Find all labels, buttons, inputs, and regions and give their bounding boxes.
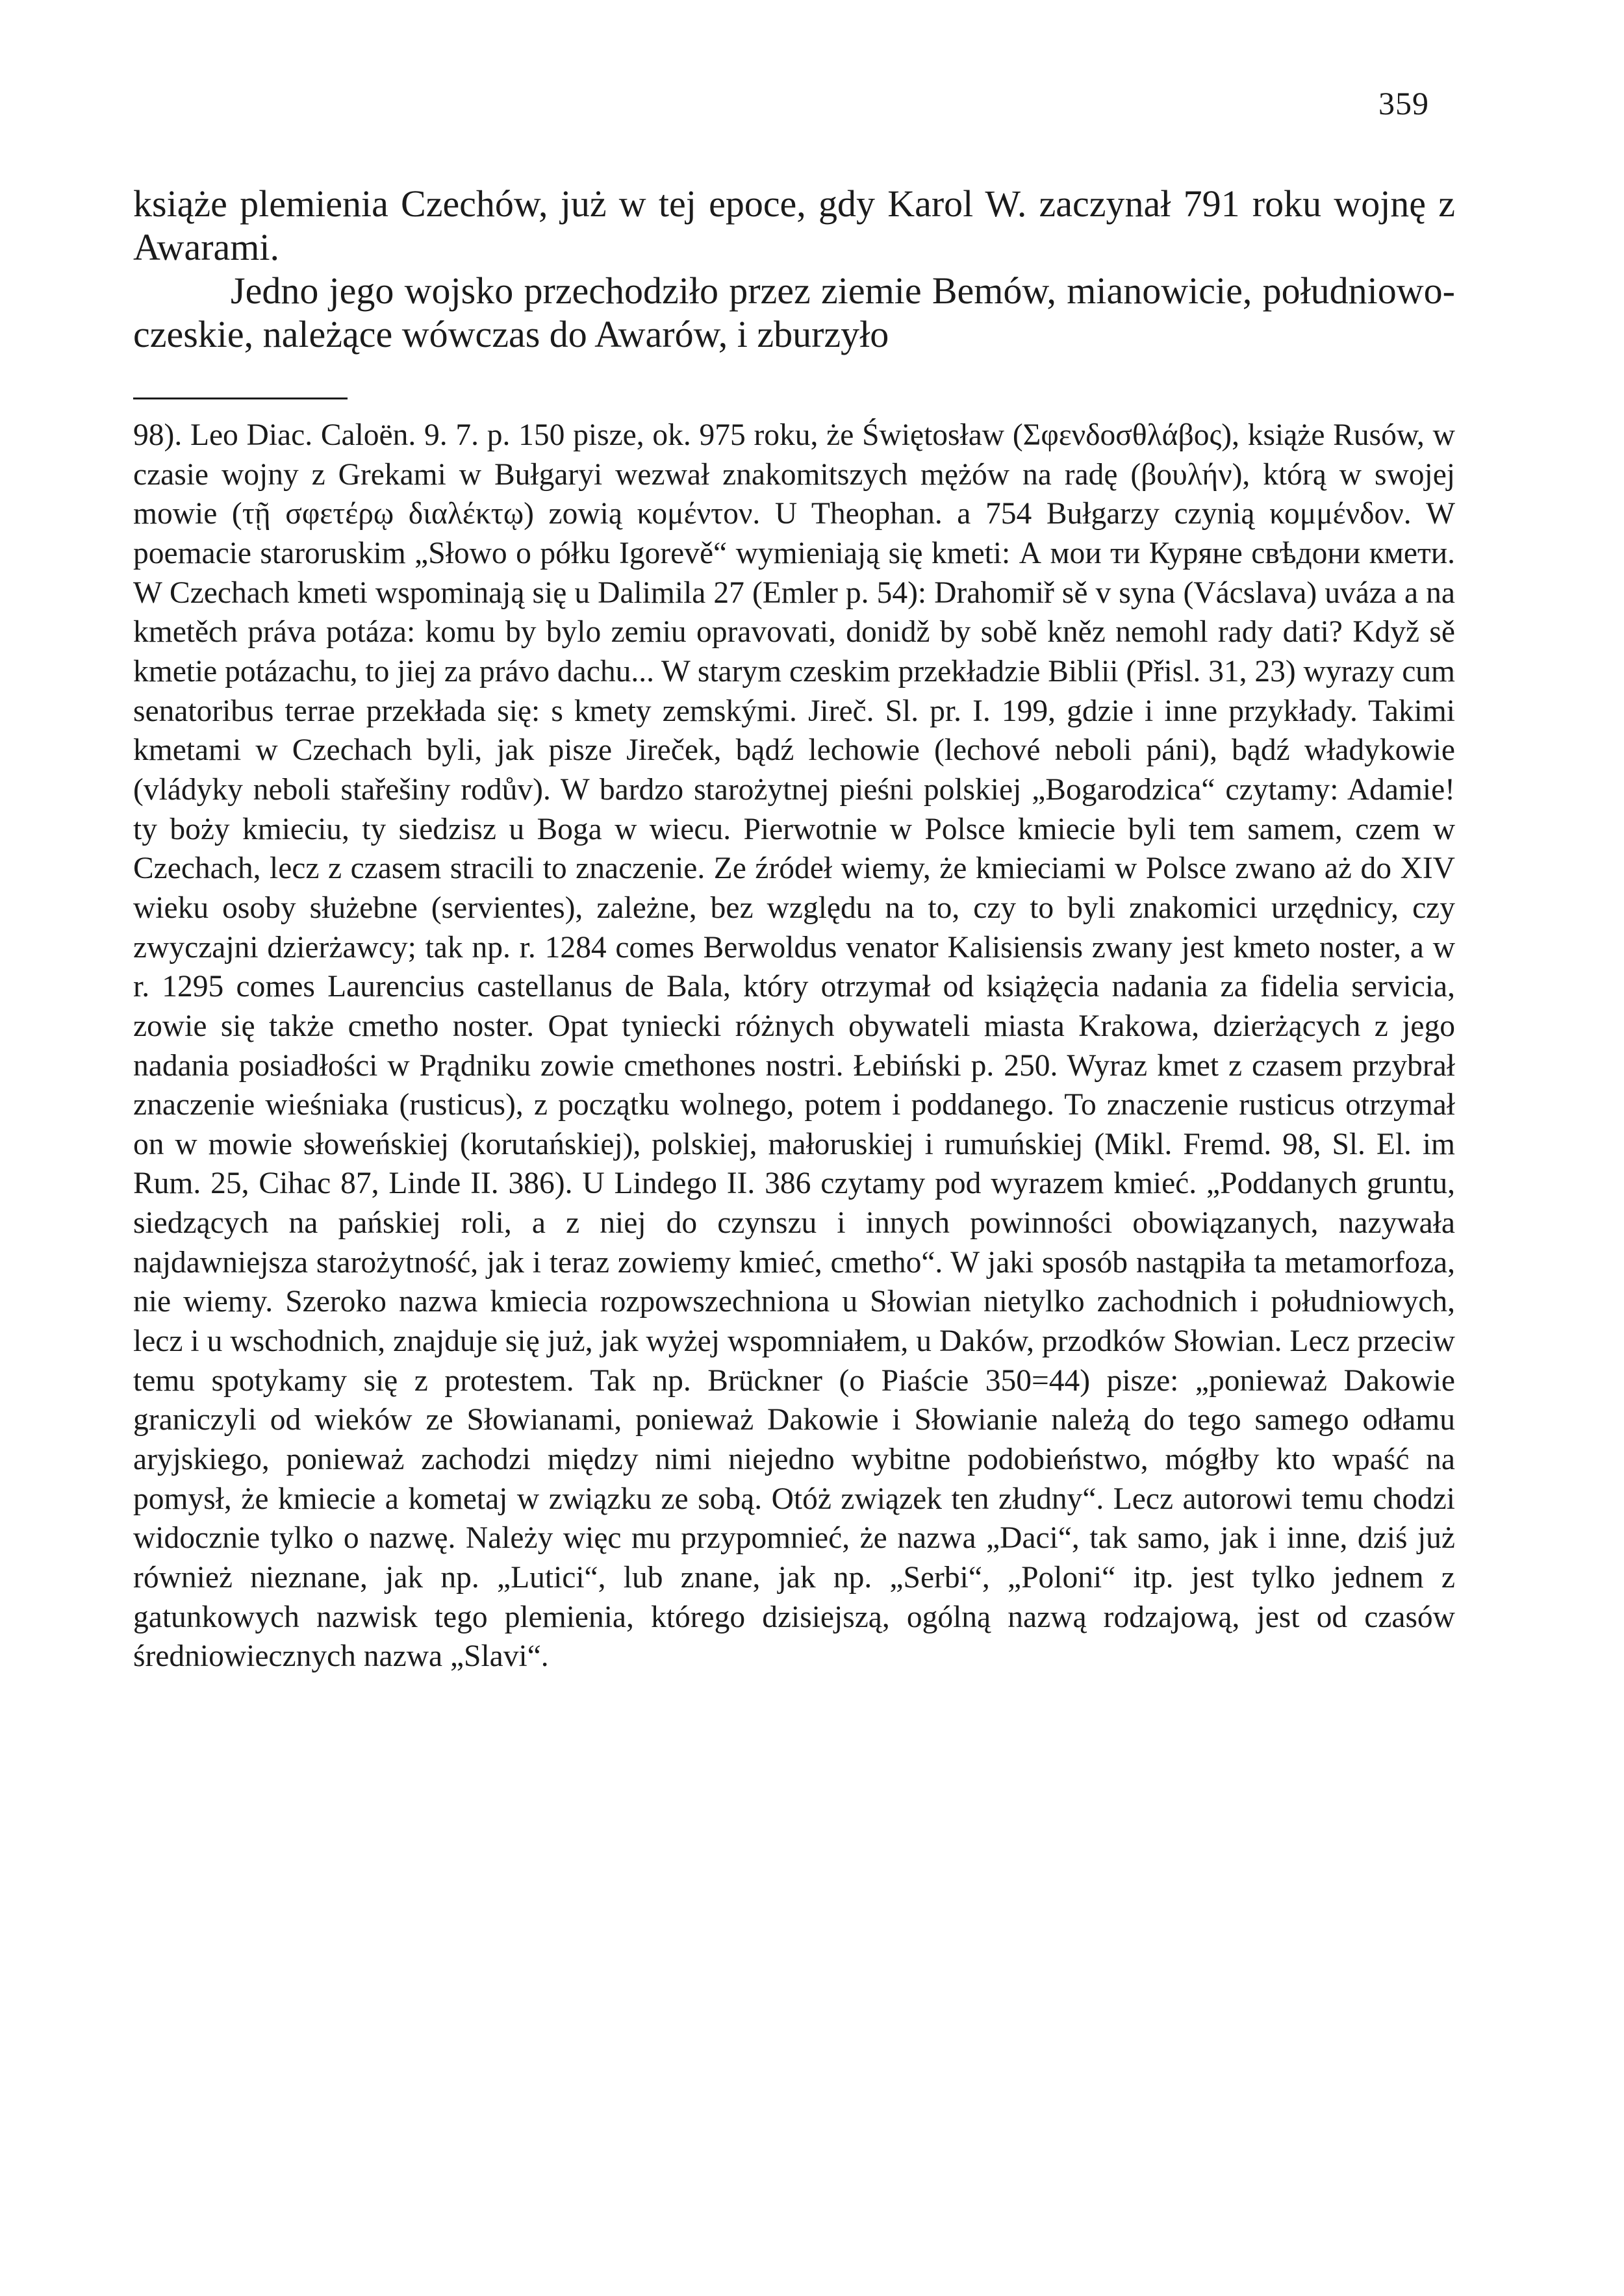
main-paragraph: Jedno jego wojsko przechodziło przez ziemie Bemów, mianowicie, południowo-czeskie, należące wówczas do Awarów, i zburzyło (133, 270, 1455, 355)
footnote-text: 98). Leo Diac. Caloën. 9. 7. p. 150 pisze, ok. 975 roku, że Świętosław (Σφενδοσθλάβος), książe Rusów, w czasie wojny z Grekami w Bułgaryi wezwał znakomitszych mężów na radę (βουλήν), którą w swojej mowie (τῇ σφετέρῳ διαλέκτῳ) zowią κομέντον. U Theophan. a 754 Bułgarzy czynią κομμένδον. W poemacie staroruskim „Słowo o półku Igorevě“ wymieniają się kmeti: А мои ти Куряне свѣдони кмети. W Czechach kmeti wspominają się u Dalimila 27 (Emler p. 54): Drahomiř sě v syna (Vácslava) uváza a na kmetěch práva potáza: komu by bylo zemiu opravovati, donidž by sobě kněz nemohl rady dati? Když sě kmetie potázachu, to jiej za právo dachu... W starym czeskim przekładzie Biblii (Přisl. 31, 23) wyrazy cum senatoribus terrae przekłada się: s kmety zemskými. Jireč. Sl. pr. I. 199, gdzie i inne przykłady. Takimi kmetami w Czechach byli, jak pisze Jireček, bądź lechowie (lechové neboli páni), bądź władykowie (vládyky neboli stařešiny rodův). W bardzo starożytnej pieśni polskiej „Bogarodzica“ czytamy: Adamie! ty boży kmieciu, ty siedzisz u Boga w wiecu. Pierwotnie w Polsce kmiecie byli tem samem, czem w Czechach, lecz z czasem stracili to znaczenie. Ze źródeł wiemy, że kmieciami w Polsce zwano aż do XIV wieku osoby służebne (servientes), zależne, bez względu na to, czy to byli znakomici urzędnicy, czy zwyczajni dzierżawcy; tak np. r. 1284 comes Berwoldus venator Kalisiensis zwany jest kmeto noster, a w r. 1295 comes Laurencius castellanus de Bala, który otrzymał od książęcia nadania za fidelia servicia, zowie się także cmetho noster. Opat tyniecki różnych obywateli miasta Krakowa, dzierżących z jego nadania posiadłości w Prądniku zowie cmethones nostri. Łebiński p. 250. Wyraz kmet z czasem przybrał znaczenie wieśniaka (rusticus), z początku wolnego, potem i poddanego. To znaczenie rusticus otrzymał on w mowie słoweńskiej (korutańskiej), polskiej, małoruskiej i rumuńskiej (Mikl. Fremd. 98, Sl. El. im Rum. 25, Cihac 87, Linde II. 386). U Lindego II. 386 czytamy pod wyrazem kmieć. „Poddanych gruntu, siedzących na pańskiej roli, a z niej do czynszu i innych powinności obowiązanych, nazywała najdawniejsza starożytność, jak i teraz zowiemy kmieć, cmetho“. W jaki sposób nastąpiła ta metamorfoza, nie wiemy. Szeroko nazwa kmiecia rozpowszechniona u Słowian nietylko zachodnich i południowych, lecz i u wschodnich, znajduje się już, jak wyżej wspomniałem, u Daków, przodków Słowian. Lecz przeciw temu spotykamy się z protestem. Tak np. Brückner (o Piaście 350=44) pisze: „ponieważ Dakowie graniczyli od wieków ze Słowianami, ponieważ Dakowie i Słowianie należą do tego samego odłamu aryjskiego, ponieważ zachodzi między nimi niejedno wybitne podobieństwo, mógłby kto wpaść na pomysł, że kmiecie a kometaj w związku ze sobą. Otóż związek ten złudny“. Lecz autorowi temu chodzi widocznie tylko o nazwę. Należy więc mu przypomnieć, że nazwa „Daci“, tak samo, jak i inne, dziś już również nieznane, jak np. „Lutici“, lub znane, jak np. „Serbi“, „Poloni“ itp. jest tylko jednem z gatunkowych nazwisk tego plemienia, którego dzisiejszą, ogólną nazwą rodzajową, jest od czasów średniowiecznych nazwa „Slavi“. (133, 418, 1455, 1674)
footnote-divider (133, 397, 348, 399)
footnote (133, 416, 1455, 1676)
page-number: 359 (1378, 85, 1429, 121)
main-paragraph: książe plemienia Czechów, już w tej epoce, gdy Karol W. zaczynał 791 roku wojnę z Awarami. (133, 183, 1455, 268)
main-text (133, 182, 1455, 356)
